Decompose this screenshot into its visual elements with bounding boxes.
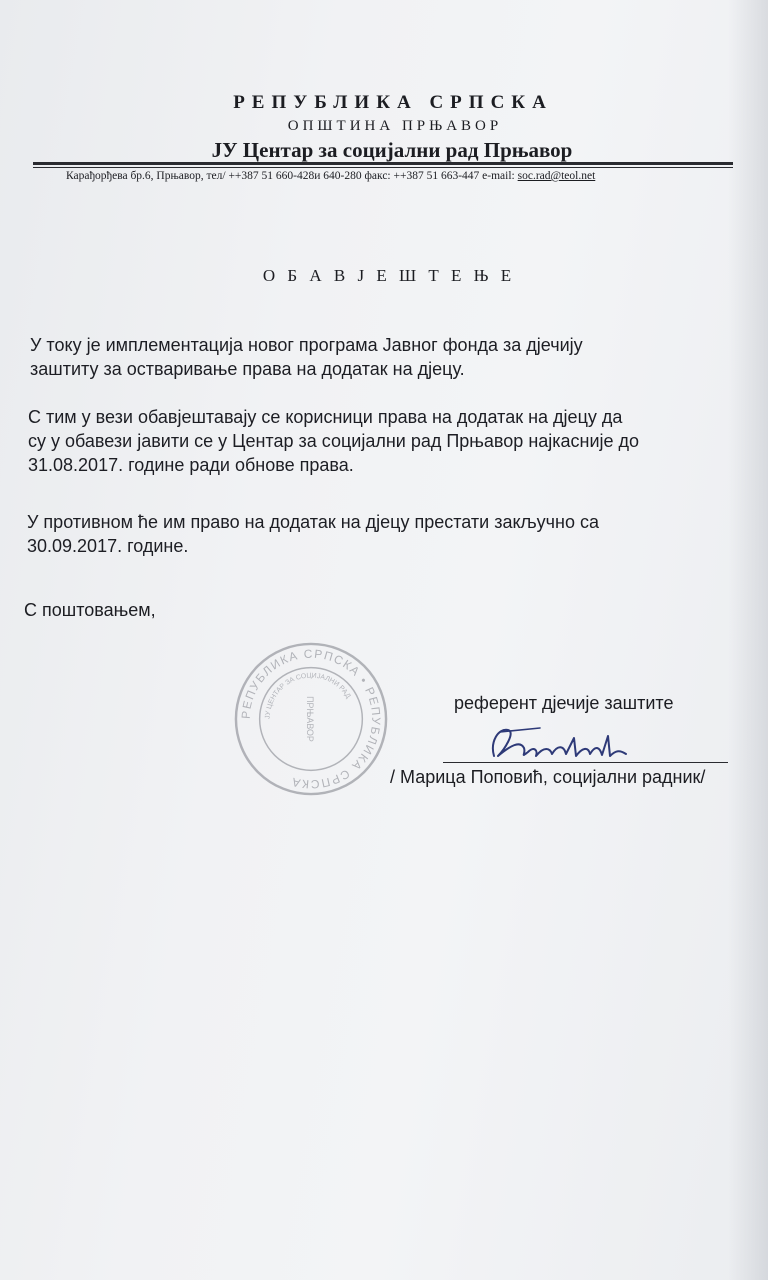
header-rule-thick (33, 162, 733, 165)
paragraph-line: 30.09.2017. године. (27, 536, 189, 556)
paragraph-line: заштиту за остваривање права на додатак на дјецу. (30, 359, 465, 379)
paragraph-line: 31.08.2017. године ради обнове права. (28, 455, 354, 475)
header-municipality: ОПШТИНА ПРЊАВОР (287, 118, 503, 134)
greeting: С поштовањем, (24, 600, 156, 620)
header-country: РЕПУБЛИКА СРПСКА (233, 92, 553, 113)
paragraph-line: У противном ће им право на додатак на дјецу престати закључно са (27, 512, 600, 532)
paragraph-line: С тим у вези обавјештавају се корисници права на додатак на дјецу да (28, 407, 623, 427)
contact-email: soc.rad@teol.net (517, 170, 596, 182)
paragraph-implementation (30, 333, 583, 381)
document-title: О Б А В Ј Е Ш Т Е Њ Е (262, 266, 516, 285)
handwritten-signature (480, 720, 640, 768)
header-contact (66, 170, 716, 182)
stamp-center-text: ПРЊАВОР (305, 696, 316, 742)
signature-title: референт дјечије заштите (454, 693, 674, 713)
paragraph-termination (27, 510, 599, 558)
signature-line (443, 762, 728, 763)
signer-name: / Марица Поповић, социјални радник/ (390, 767, 706, 787)
stamp-inner-text: ЈУ ЦЕНТАР ЗА СОЦИЈАЛНИ РАД (264, 672, 352, 720)
page-edge-shadow (728, 0, 768, 1280)
paragraph-notice (28, 405, 639, 477)
header-rule-thin (33, 167, 733, 168)
header-institution: ЈУ Центар за социјални рад Прњавор (211, 138, 573, 162)
paragraph-line: су у обавези јавити се у Центар за социјални рад Прњавор најкасније до (28, 431, 640, 451)
official-stamp (232, 640, 390, 798)
paragraph-line: У току је имплементација новог програма Јавног фонда за дјечију (30, 335, 583, 355)
contact-details: Карађорђева бр.6, Прњавор, тел/ ++387 51 660-428и 640-280 факс: ++387 51 663-447 e-mail: (66, 170, 518, 182)
stamp-outer-text: РЕПУБЛИКА СРПСКА • РЕПУБЛИКА СРПСКА (238, 646, 384, 792)
